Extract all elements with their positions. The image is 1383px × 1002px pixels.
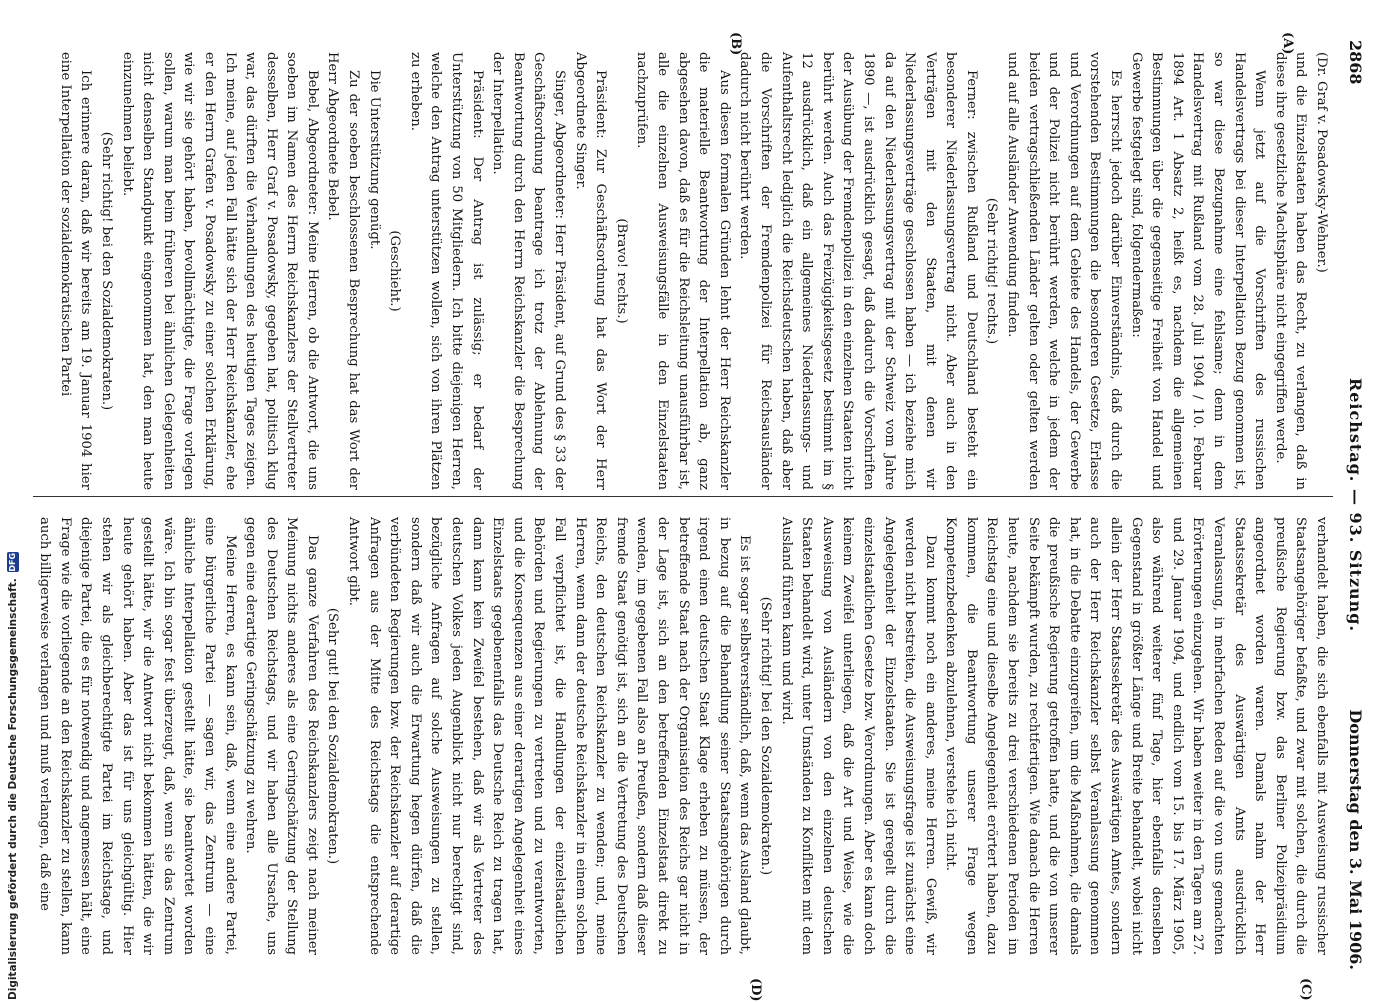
right-column-paragraph: (Sehr richtig! bei den Sozialdemokraten.) xyxy=(757,596,773,876)
right-text-column xyxy=(37,517,1331,955)
left-column-paragraph: Zu der soeben beschlossenen Besprechung hat das Wort der Herr Abgeordnete Bebel. xyxy=(325,52,362,490)
session-date: Donnerstag den 3. Mai 1906. xyxy=(1346,709,1365,970)
margin-mark-a: (A) xyxy=(1280,32,1295,55)
right-column-paragraph: Meine Herren, es kann sein, daß, wenn eine andere Partei, eine bürgerliche Partei — sagen wir, das Zentrum — eine ähnliche Interpellation gestellt hätte, sie beantwortet worden wäre. Ich bin sogar fest überzeugt, daß, wenn sie das Zentrum gestellt hätte, wir die Antwort nicht bekommen hätten, die wir heute gehört haben. Aber das ist für uns gleichgültig. Hier stehen wir als gleichberechtigte Partei im Reichstage, und diejenige Partei, die es für notwendig und angemessen hält, eine Frage wie die vorliegende an den Reichskanzler zu stellen, kann auch billigerweise verlangen und muß verlangen, daß eine xyxy=(37,517,238,955)
left-column-paragraph: Präsident: Zur Geschäftsordnung hat das Wort der Herr Abgeordnete Singer. xyxy=(572,52,609,490)
right-column-paragraph: verhandelt haben, die sich ebenfalls mit Ausweisung russischer Staatsangehöriger befaßte, und zwar mit solchen, die durch die preußische Regierung bzw. das Berliner Polizeipräsidium angeordnet worden waren. Damals nahm der Herr Staatssekretär des Auswärtigen Amts ausdrücklich Veranlassung, in mehrfachen Reden auf die von uns gemachten Erörterungen einzugehen. Wir haben weiter in den Tagen am 27. und 29. Januar 1904, und endlich vom 15. bis 17. März 1905, also während weiterer fünf Tage, hier ebenfalls denselben Gegenstand in größter Länge und Breite behandelt, wobei nicht allein der Herr Staatssekretär des Auswärtigen Amtes, sondern auch der Herr Reichskanzler selbst Veranlassung genommen hat, in die Debatte einzugreifen, um die Maßnahmen, die damals die preußische Regierung getroffen hatte, und die von unserer Seite bekämpft wurden, zu rechtfertigen. Wie danach die Herren heute, nachdem sie bereits zu drei verschiedenen Perioden im Reichstag eine und dieselbe Angelegenheit erörtert haben, dazu kommen, die Beantwortung unserer Frage wegen Kompetenzbedenken abzulehnen, verstehe ich nicht. xyxy=(943,517,1329,955)
left-column-paragraph: Aus diesen formalen Gründen lehnt der Herr Reichskanzler die materielle Beantwortung der Interpellation ab, ganz abgesehen davon, daß es für die Reichsleitung unausführbar ist, alle die einzelnen Ausweisungsfälle in den Einzelstaaten nachzuprüfen. xyxy=(634,52,732,490)
right-column-paragraph: Dazu kommt noch ein anderes, meine Herren. Gewiß, wir werden nicht bestreiten, die Ausweisungsfrage ist zunächst eine Angelegenheit der Einzelstaaten. Sie ist geregelt durch die einzelstaatlichen Gesetze bzw. Verordnungen. Aber es kann doch keinem Zweifel unterliegen, daß die Art und Weise, wie die Ausweisung von Ausländern von den einzelnen deutschen Staaten behandelt wird, unter Umständen zu Konflikten mit dem Ausland führen kann und wird. xyxy=(778,517,938,955)
left-column-paragraph: Wenn jetzt auf die Vorschriften des russischen Handelsvertrags bei dieser Interpellation Bezug genommen ist, so war diese Bezugnahme eine fehlsame; denn in dem Handelsvertrag mit Rußland vom 28. Juli 1904 / 10. Februar 1894 Art. 1 Absatz 2, heißt es, nachdem die allgemeinen Bestimmungen über die gegenseitige Freiheit von Handel und Gewerbe festgelegt sind, folgendermaßen: xyxy=(1128,52,1268,490)
right-column-paragraph: (Sehr gut! bei den Sozialdemokraten.) xyxy=(325,607,341,865)
page-number: 2868 xyxy=(1346,40,1365,85)
credit-text: Digitalisierung gefördert durch die Deutsche Forschungsgemeinschaft. xyxy=(7,578,19,1000)
left-column-paragraph: (Dr. Graf v. Posadowsky-Wehner.) xyxy=(1314,52,1329,273)
left-column-paragraph: (Bravo! rechts.) xyxy=(613,218,629,324)
left-column-paragraph: Präsident: Der Antrag ist zulässig; er bedarf der Unterstützung von 50 Mitgliedern. Ich bitte diejenigen Herren, welche den Antrag unterstützen wollen, sich von ihren Plätzen zu erheben. xyxy=(407,52,485,490)
left-column-paragraph: Bebel, Abgeordneter: Meine Herren, ob die Antwort, die uns soeben im Namen des Herrn Reichskanzlers der Stellvertreter desselben, Herr Graf v. Posadowsky, gegeben hat, politisch klug war, das dürften die Verhandlungen des heutigen Tages zeigen. Ich meine, auf jeden Fall hätte sich der Herr Reichskanzler, ehe er den Herrn Grafen v. Posadowsky zu einer solchen Erklärung, wie wir sie gehört haben, bevollmächtigte, die Frage vorlegen sollen, warum man beim früheren bei ähnlichen Gelegenheiten nicht denselben Standpunkt eingenommen hat, den man heute einzunehmen beliebt. xyxy=(119,52,320,490)
right-column-paragraph: Das ganze Verfahren des Reichskanzlers zeigt nach meiner Meinung nichts anderes als eine Geringschätzung der Stellung des Deutschen Reichstags, und wir haben alle Ursache, uns gegen eine derartige Geringschätzung zu wehren. xyxy=(243,517,320,955)
left-text-column xyxy=(41,52,1331,490)
left-column-paragraph: Es herrscht jedoch darüber Einverständnis, daß durch die vorstehenden Bestimmungen die besonderen Gesetze, Erlasse und Verordnungen auf dem Gebiete des Handels, der Gewerbe und der Polizei nicht berührt werden, welche in jedem der beiden vertragschließenden Länder gelten oder gelten werden und auf alle Ausländer Anwendung finden. xyxy=(1005,52,1124,490)
page-header xyxy=(1343,40,1365,970)
left-column-paragraph: (Sehr richtig! rechts.) xyxy=(984,197,1000,345)
left-column-paragraph: Die Unterstützung genügt. xyxy=(366,70,382,250)
margin-mark-b: (B) xyxy=(728,32,743,56)
dfg-logo: DFG xyxy=(8,552,17,572)
right-column-paragraph: Es ist sogar selbstverständlich, daß, wenn das Ausland glaubt, in bezug auf die Behandlung seiner Staatsangehörigen durch irgend einen deutschen Staat Klage erheben zu müssen, der betreffende Staat nach der Organisation des Reichs gar nicht in der Lage ist, sich an den betreffenden Einzelstaat direkt zu wenden, im gegebenen Fall also an Preußen, sondern daß dieser fremde Staat genötigt ist, sich an die Vertretung des Deutschen Reichs, den deutschen Reichskanzler zu wenden; und, meine Herren, wenn dann der deutsche Reichskanzler in einem solchen Fall verpflichtet ist, die Handlungen der einzelstaatlichen Behörden und Regierungen zu vertreten und zu verantworten, und die Konsequenzen aus einer derartigen Angelegenheit eines Einzelstaats gegebenenfalls das Deutsche Reich zu tragen hat, dann kann kein Zweifel bestehen, daß wir als Vertreter des deutschen Volkes jeden Augenblick nicht nur berechtigt sind, bezügliche Anfragen auf solche Ausweisungen zu stellen, sondern daß wir auch die Erwartung hegen dürfen, daß die verbündeten Regierungen bzw. der Reichskanzler auf derartige Anfragen aus der Mitte des Reichstags die entsprechende Antwort gibt. xyxy=(346,517,753,955)
column-divider xyxy=(33,496,1333,497)
left-column-paragraph: und die Einzelstaaten haben das Recht, zu verlangen, daß in diese ihre gesetzliche Machtsphäre nicht eingegriffen werde. xyxy=(1272,52,1309,490)
left-column-paragraph: Ich erinnere daran, daß wir bereits am 19. Januar 1904 hier eine Interpellation der sozialdemokratischen Partei xyxy=(57,52,94,490)
margin-mark-d: (D) xyxy=(748,978,763,1002)
left-column-paragraph: (Sehr richtig! bei den Sozialdemokraten.) xyxy=(98,131,114,411)
left-column-paragraph: Ferner: zwischen Rußland und Deutschland besteht ein besonderer Niederlassungsvertrag nicht. Aber auch in den Verträgen mit den Staaten, mit denen wir Niederlassungsverträge geschlossen haben — ich beziehe mich da auf den Niederlassungsvertrag mit der Schweiz vom Jahre 1890 —, ist ausdrücklich gesagt, daß dadurch die Vorschriften der Ausübung der Fremdenpolizei in den einzelnen Staaten nicht berührt werden. Auch das Freizügigkeitsgesetz bestimmt im § 12 ausdrücklich, daß ein allgemeines Niederlassungs- und Aufenthaltsrecht lediglich die Reichsdeutschen haben, daß aber die Vorschriften der Fremdenpolizei für Reichsausländer dadurch nicht berührt werden. xyxy=(737,52,979,490)
margin-mark-c: (C) xyxy=(1298,978,1313,1001)
left-column-paragraph: Singer, Abgeordneter: Herr Präsident, auf Grund des § 33 der Geschäftsordnung beantrage ich trotz der Ablehnung der Beantwortung durch den Herrn Reichskanzler die Besprechung der Interpellation. xyxy=(490,52,568,490)
left-column-paragraph: (Geschieht.) xyxy=(387,230,403,312)
digitization-credit xyxy=(2,10,24,1000)
running-title: Reichstag. — 93. Sitzung. xyxy=(1346,377,1365,633)
